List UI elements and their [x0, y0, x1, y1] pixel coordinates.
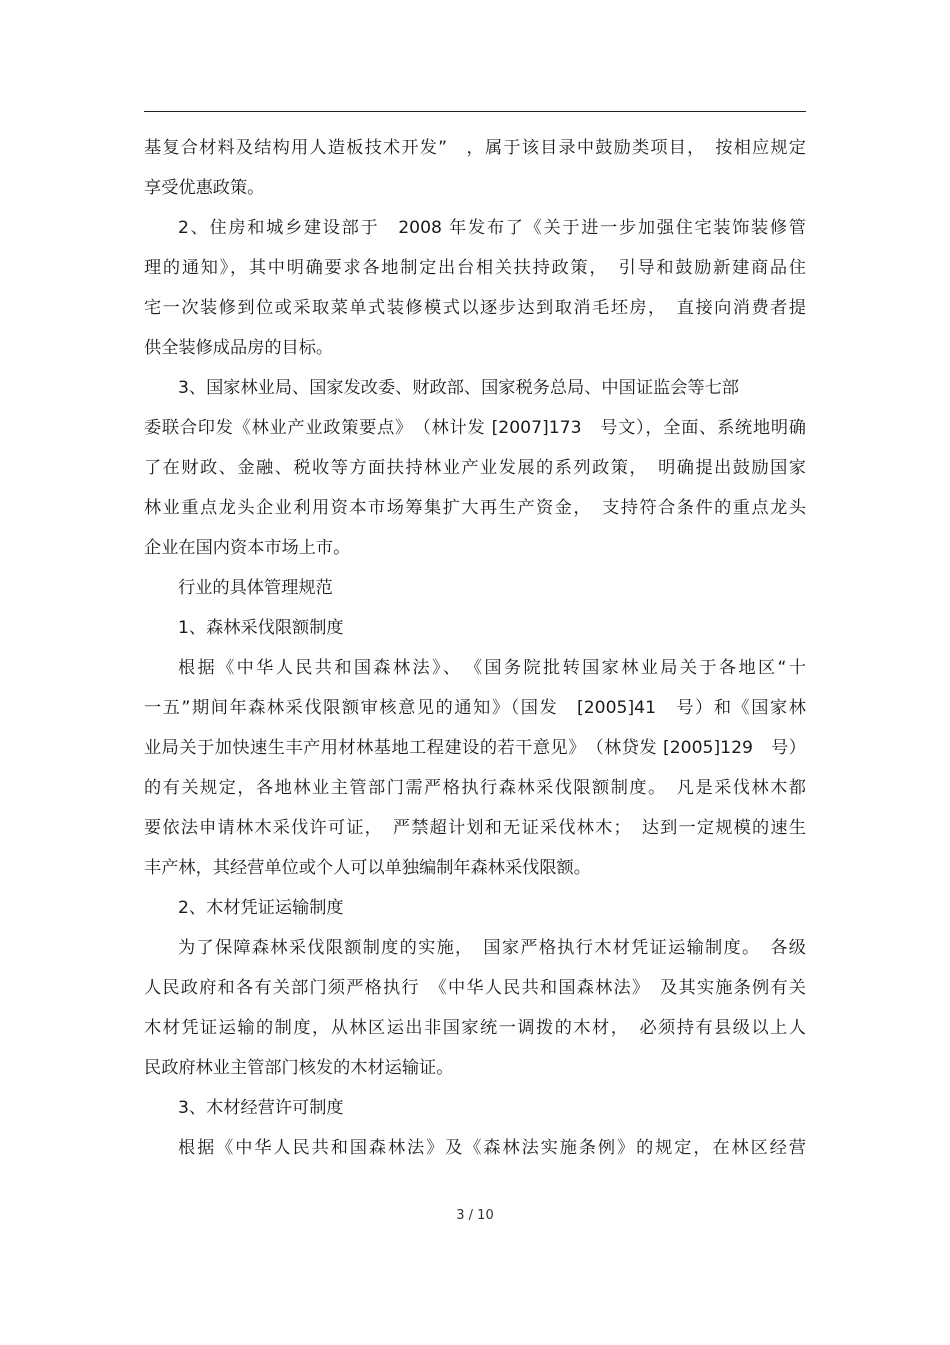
text-line: 了在财政、金融、税收等方面扶持林业产业发展的系列政策， 明确提出鼓励国家 — [144, 458, 806, 478]
text-line: 业局关于加快速生丰产用材林基地工程建设的若干意见》 （林贷发 [2005]129 号） — [144, 738, 806, 758]
text-line: 根据《中华人民共和国森林法》、 《国务院批转国家林业局关于各地区“十 — [178, 658, 806, 678]
text-line: 委联合印发《林业产业政策要点》 （林计发 [2007]173 号文），全面、系统地明确 — [144, 418, 806, 438]
text-line: 宅一次装修到位或采取菜单式装修模式以逐步达到取消毛坯房， 直接向消费者提 — [144, 298, 806, 318]
text-line: 的有关规定，各地林业主管部门需严格执行森林采伐限额制度。 凡是采伐林木都 — [144, 778, 806, 798]
text-line: 行业的具体管理规范 — [178, 578, 333, 598]
page-number: 3 / 10 — [456, 1208, 494, 1223]
text-line: 木材凭证运输的制度，从林区运出非国家统一调拨的木材， 必须持有县级以上人 — [144, 1018, 806, 1038]
text-line: 林业重点龙头企业利用资本市场筹集扩大再生产资金， 支持符合条件的重点龙头 — [144, 498, 806, 518]
text-line: 2、住房和城乡建设部于 2008 年发布了《关于进一步加强住宅装饰装修管 — [178, 218, 806, 238]
text-line: 一五”期间年森林采伐限额审核意见的通知》（国发 [2005]41 号）和《国家林 — [144, 698, 806, 718]
text-line: 1、森林采伐限额制度 — [178, 618, 344, 638]
text-line: 民政府林业主管部门核发的木材运输证。 — [144, 1058, 454, 1078]
text-line: 供全装修成品房的目标。 — [144, 338, 334, 358]
text-line: 要依法申请林木采伐许可证， 严禁超计划和无证采伐林木； 达到一定规模的速生 — [144, 818, 806, 838]
document-body — [144, 128, 806, 1168]
text-line: 企业在国内资本市场上市。 — [144, 538, 351, 558]
text-line: 基复合材料及结构用人造板技术开发” ，属于该目录中鼓励类项目， 按相应规定 — [144, 138, 806, 158]
text-line: 3、国家林业局、国家发改委、财政部、国家税务总局、中国证监会等七部 — [178, 378, 739, 398]
text-line: 3、木材经营许可制度 — [178, 1098, 344, 1118]
text-line: 为了保障森林采伐限额制度的实施， 国家严格执行木材凭证运输制度。 各级 — [178, 938, 806, 958]
text-line: 人民政府和各有关部门须严格执行 《中华人民共和国森林法》 及其实施条例有关 — [144, 978, 806, 998]
text-line: 丰产林，其经营单位或个人可以单独编制年森林采伐限额。 — [144, 858, 591, 878]
text-line: 2、木材凭证运输制度 — [178, 898, 344, 918]
text-line: 理的通知》，其中明确要求各地制定出台相关扶持政策， 引导和鼓励新建商品住 — [144, 258, 806, 278]
header-rule — [144, 111, 806, 112]
text-line: 根据《中华人民共和国森林法》及《森林法实施条例》的规定，在林区经营 — [178, 1138, 806, 1158]
text-line: 享受优惠政策。 — [144, 178, 265, 198]
